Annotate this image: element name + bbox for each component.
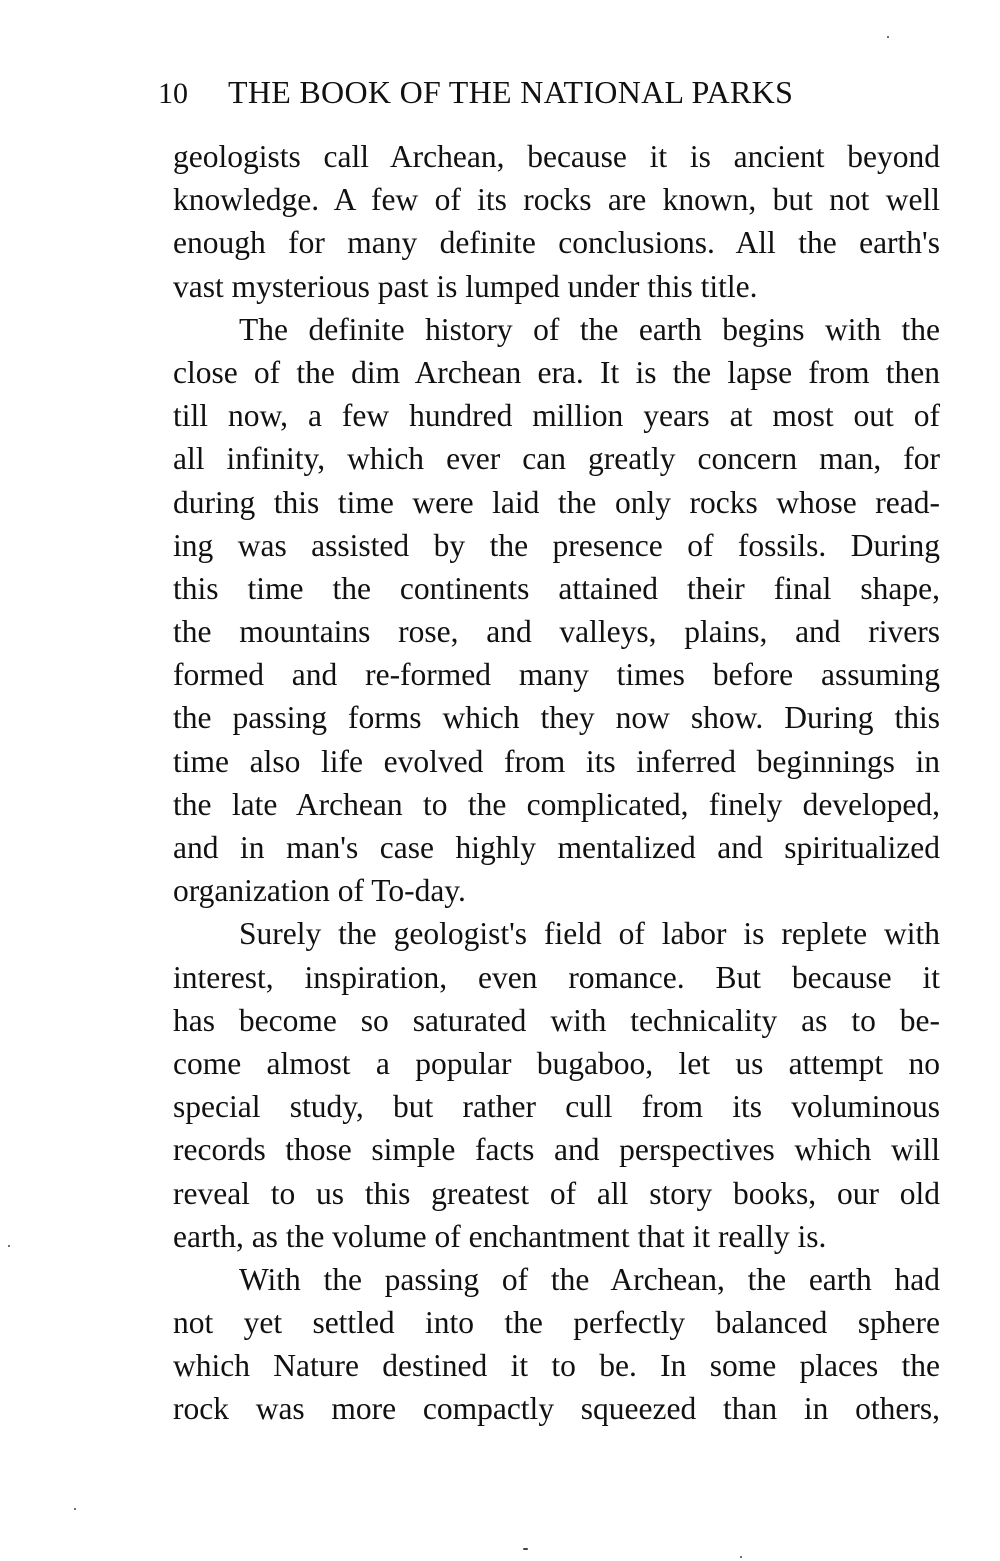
- text-line: time also life evolved from its inferred beginnings in: [173, 743, 940, 779]
- text-line: till now, a few hundred million years at most out of: [173, 398, 940, 434]
- text-line: earth, as the volume of enchantment that it really is.: [173, 1218, 827, 1254]
- running-title: THE BOOK OF THE NATIONAL PARKS: [228, 74, 794, 110]
- text-line: With the passing of the Archean, the earth had: [239, 1261, 940, 1297]
- scan-speck: [740, 1556, 742, 1558]
- text-line: not yet settled into the perfectly balanced sphere: [173, 1305, 940, 1341]
- text-line: The definite history of the earth begins with the: [239, 311, 940, 347]
- paragraph: [173, 912, 940, 1258]
- text-line: Surely the geologist's field of labor is replete with: [239, 916, 940, 952]
- paragraph: [173, 1258, 940, 1431]
- text-line: reveal to us this greatest of all story books, our old: [173, 1175, 940, 1211]
- text-line: all infinity, which ever can greatly concern man, for: [173, 441, 940, 477]
- running-header: [158, 74, 893, 111]
- text-line: which Nature destined it to be. In some places the: [173, 1348, 940, 1384]
- page-body: [173, 135, 940, 1431]
- text-line: come almost a popular bugaboo, let us attempt no: [173, 1045, 940, 1081]
- text-line: formed and re-formed many times before assuming: [173, 657, 940, 693]
- text-line: during this time were laid the only rocks whose read-: [173, 484, 940, 520]
- text-line: the late Archean to the complicated, finely developed,: [173, 786, 940, 822]
- text-line: the mountains rose, and valleys, plains, and rivers: [173, 614, 940, 650]
- scan-speck: [523, 1548, 528, 1550]
- text-line: ing was assisted by the presence of fossils. During: [173, 527, 940, 563]
- scan-speck: [74, 1508, 76, 1510]
- text-line: interest, inspiration, even romance. But because it: [173, 959, 940, 995]
- text-line: enough for many definite conclusions. All the earth's: [173, 225, 940, 261]
- paragraph: [173, 308, 940, 913]
- text-line: organization of To-day.: [173, 873, 466, 909]
- text-line: this time the continents attained their final shape,: [173, 570, 940, 606]
- text-line: the passing forms which they now show. During this: [173, 700, 940, 736]
- text-line: records those simple facts and perspectives which will: [173, 1132, 940, 1168]
- page-number: 10: [158, 77, 188, 110]
- text-line: geologists call Archean, because it is ancient beyond: [173, 139, 940, 174]
- text-line: special study, but rather cull from its voluminous: [173, 1089, 940, 1125]
- text-line: knowledge. A few of its rocks are known, but not well: [173, 182, 940, 218]
- text-line: rock was more compactly squeezed than in others,: [173, 1391, 940, 1427]
- scan-speck: [8, 1245, 10, 1247]
- scan-speck: [887, 36, 889, 38]
- text-line: and in man's case highly mentalized and spiritualized: [173, 830, 940, 865]
- text-line: close of the dim Archean era. It is the lapse from then: [173, 354, 940, 390]
- paragraph: [173, 135, 940, 308]
- text-line: vast mysterious past is lumped under this title.: [173, 268, 758, 304]
- text-line: has become so saturated with technicality as to be-: [173, 1002, 940, 1038]
